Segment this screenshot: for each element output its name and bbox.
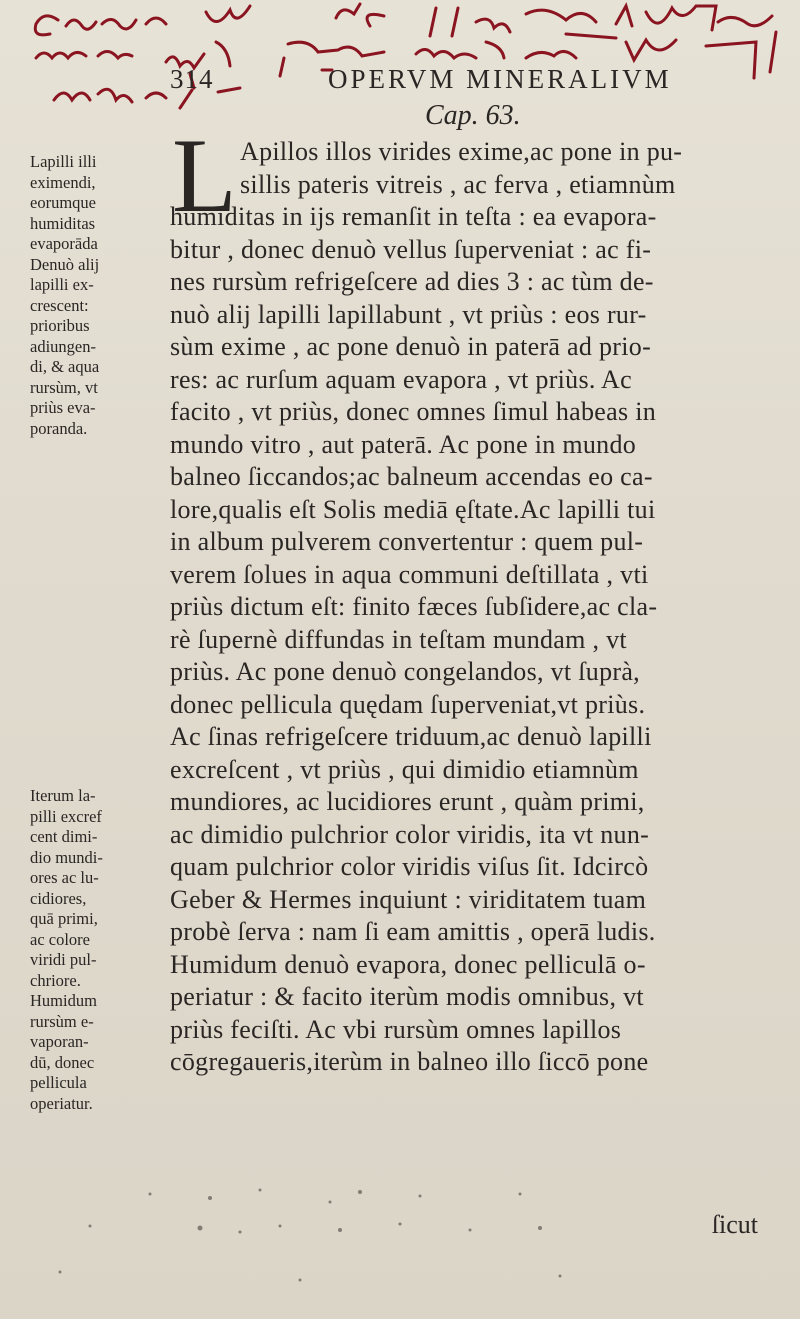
text-line: excreſcent , vt priùs , qui dimidio etiamnùm xyxy=(170,754,639,784)
text-line: facito , vt priùs, donec omnes ſimul habeas in xyxy=(170,397,657,426)
text-line: in album pulverem convertentur : quem pul- xyxy=(170,527,644,556)
text-line: priùs dictum eſt: finito fæces ſubſidere,ac cla- xyxy=(170,592,658,621)
text-line: mundiores, ac lucidiores erunt , quàm primi, xyxy=(170,787,645,816)
margin-note-2 xyxy=(30,786,158,1114)
running-head: OPERVM MINERALIVM xyxy=(328,64,672,94)
text-line: res: ac rurſum aquam evapora , vt priùs. Ac xyxy=(170,364,632,394)
text-line: humiditas in ijs remanſit in teſta : ea evapora- xyxy=(170,202,657,231)
margin-note-1 xyxy=(30,152,158,439)
text-line: sùm exime , ac pone denuò in paterā ad prio- xyxy=(170,332,652,361)
margin-line: adiungen- xyxy=(30,336,96,356)
text-line: quam pulchrior color viridis viſus ſit. Idcircò xyxy=(170,852,649,881)
margin-line: prioribus xyxy=(30,316,90,335)
text-line: cōgregaueris,iterùm in balneo illo ſiccō pone xyxy=(170,1047,649,1076)
margin-line: rursùm, vt xyxy=(30,377,98,397)
text-line: Ac ſinas refrigeſcere triduum,ac denuò lapilli xyxy=(170,722,652,751)
text-line: bitur , donec denuò vellus ſuperveniat : ac fi- xyxy=(170,234,652,264)
margin-line: poranda. xyxy=(30,418,88,438)
margin-line: Denuò alij xyxy=(30,254,100,274)
text-line: Geber & Hermes inquiunt : viriditatem tuam xyxy=(170,884,647,914)
text-line: periatur : & facito iterùm modis omnibus, vt xyxy=(170,982,644,1011)
margin-line: eximendi, xyxy=(30,172,96,192)
margin-line: priùs eva- xyxy=(30,398,96,417)
text-line: Apillos illos virides exime,ac pone in pu- xyxy=(240,137,683,166)
margin-line: ores ac lu- xyxy=(30,868,99,887)
text-line: Humidum denuò evapora, donec pelliculā o- xyxy=(170,949,646,979)
margin-line: quā primi, xyxy=(30,909,98,928)
text-line: ac dimidio pulchrior color viridis, ita vt nun- xyxy=(170,819,650,849)
margin-line: dū, donec xyxy=(30,1052,95,1072)
margin-line: vaporan- xyxy=(30,1032,89,1051)
text-line: balneo ſiccandos;ac balneum accendas eo ca- xyxy=(170,462,653,491)
margin-line: di, & aqua xyxy=(30,357,100,376)
margin-line: evaporāda xyxy=(30,234,98,253)
text-line: priùs feciſti. Ac vbi rursùm omnes lapillos xyxy=(170,1014,622,1044)
text-line: verem ſolues in aqua communi deſtillata , vti xyxy=(170,559,649,589)
margin-line: chriore. xyxy=(30,970,81,990)
body-text xyxy=(170,136,775,1079)
margin-line: cidiores, xyxy=(30,888,87,908)
text-line: donec pellicula quędam ſuperveniat,vt priùs. xyxy=(170,689,646,719)
text-line: lore,qualis eſt Solis mediā ęſtate.Ac lapilli tui xyxy=(170,494,656,524)
margin-line: humiditas xyxy=(30,213,96,233)
page-header xyxy=(0,58,800,102)
text-line: mundo vitro , aut paterā. Ac pone in mundo xyxy=(170,429,637,459)
margin-line: Iterum la- xyxy=(30,786,96,805)
text-line: sillis pateris vitreis , ac ferva , etiamnùm xyxy=(240,169,676,199)
margin-line: dio mundi- xyxy=(30,847,103,867)
text-line: probè ſerva : nam ſi eam amittis , operā ludis. xyxy=(170,917,656,946)
text-line: rè ſupernè diffundas in teſtam mundam , vt xyxy=(170,624,627,654)
margin-line: Humidum xyxy=(30,991,97,1010)
margin-line: pellicula xyxy=(30,1073,87,1092)
margin-line: lapilli ex- xyxy=(30,275,94,294)
margin-line: eorumque xyxy=(30,193,96,212)
margin-line: ac colore xyxy=(30,929,90,949)
catchword: ſicut xyxy=(711,1210,758,1239)
margin-line: rursùm e- xyxy=(30,1011,94,1031)
margin-line: viridi pul- xyxy=(30,950,97,969)
page-number: 314 xyxy=(170,64,214,94)
text-line: priùs. Ac pone denuò congelandos, vt ſuprà, xyxy=(170,657,640,686)
text-line: nes rursùm refrigeſcere ad dies 3 : ac tùm de- xyxy=(170,267,654,296)
margin-line: Lapilli illi xyxy=(30,152,97,171)
margin-line: crescent: xyxy=(30,295,89,315)
drop-capital: L xyxy=(172,117,237,234)
margin-line: cent dimi- xyxy=(30,827,98,846)
margin-line: operiatur. xyxy=(30,1093,93,1113)
margin-line: pilli excref xyxy=(30,806,102,826)
ink-bleed-specks xyxy=(0,1180,800,1319)
text-line: nuò alij lapilli lapillabunt , vt priùs : eos rur- xyxy=(170,299,647,329)
chapter-heading: Cap. 63. xyxy=(425,100,521,131)
